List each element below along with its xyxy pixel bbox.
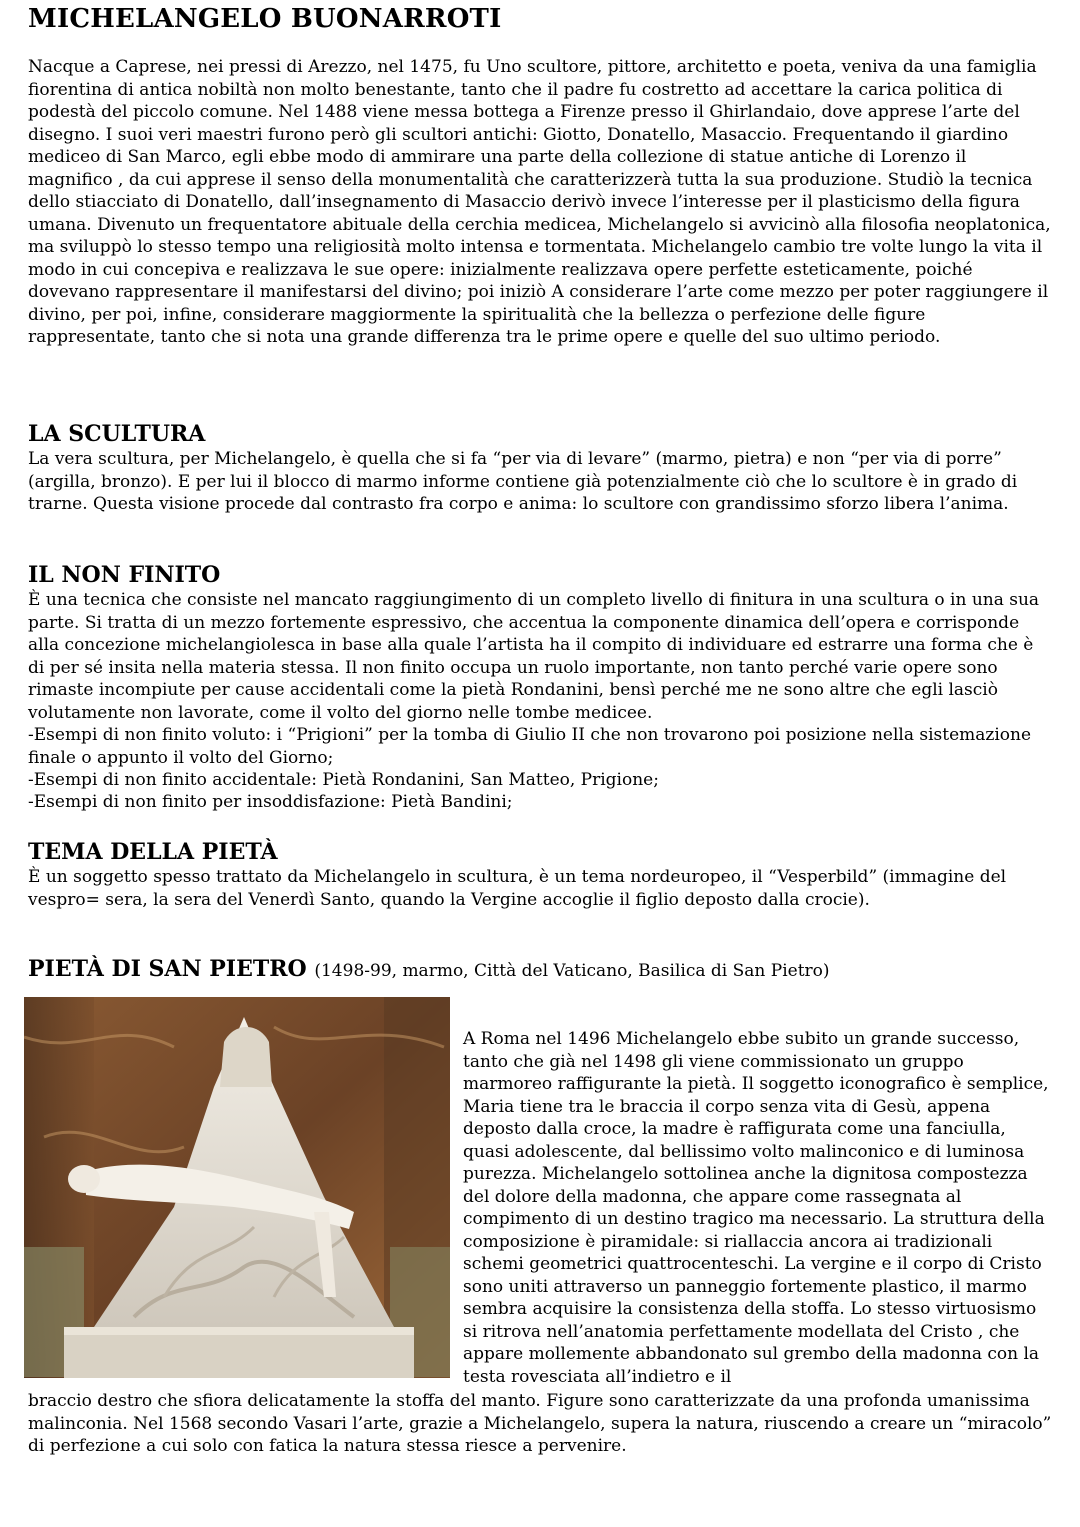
section-heading-non-finito: IL NON FINITO — [28, 562, 221, 588]
tema-pieta-paragraph: È un soggetto spesso trattato da Michelangelo in scultura, è un tema nordeuropeo, il “Vesperbild” (immagine del vespro= sera, la sera del Venerdì Santo, quando la Vergine accoglie il figlio deposto dalla crocie). — [28, 867, 1007, 910]
section-heading-tema-pieta: TEMA DELLA PIETÀ — [28, 839, 278, 865]
non-finito-example-3: -Esempi di non finito per insoddisfazione: Pietà Bandini; — [28, 792, 513, 812]
section-heading-pieta-san-pietro — [28, 956, 830, 984]
non-finito-example-1: -Esempi di non finito voluto: i “Prigioni” per la tomba di Giulio II che non trovarono poi posizione nella sistemazione finale o appunto il volto del Giorno; — [28, 725, 1032, 768]
intro-paragraph: Nacque a Caprese, nei pressi di Arezzo, nel 1475, fu Uno scultore, pittore, architetto e poeta, veniva da una famiglia fiorentina di antica nobiltà non molto benestante, tanto che il padre fu costretto ad accettare la carica politica di podestà del piccolo comune. Nel 1488 viene messa bottega a Firenze presso il Ghirlandaio, dove apprese l’arte del disegno. I suoi veri maestri furono però gli scultori antichi: Giotto, Donatello, Masaccio. Frequentando il giardino mediceo di San Marco, egli ebbe modo di ammirare una parte della collezione di statue antiche di Lorenzo il magnifico , da cui apprese il senso della monumentalità che caratterizzerà tutta la sua produzione. Studiò la tecnica dello stiacciato di Donatello, dall’insegnamento di Masaccio derivò invece l’interesse per il plasticismo della figura umana. Divenuto un frequentatore abituale della cerchia medicea, Michelangelo si avvicinò alla filosofia neoplatonica, ma sviluppò lo stesso tempo una religiosità molto intensa e tormentata. Michelangelo cambio tre volte lungo la vita il modo in cui concepiva e realizzava le sue opere: inizialmente realizzava opere perfette esteticamente, poiché dovevano rappresentare il manifestarsi del divino; poi iniziò A considerare l’arte come mezzo per poter raggiungere il divino, per poi, infine, considerare maggiormente la spiritualità che la bellezza o perfezione delle figure rappresentate, tanto che si nota una grande differenza tra le prime opere e quelle del suo ultimo periodo. — [28, 57, 1051, 347]
scultura-paragraph: La vera scultura, per Michelangelo, è quella che si fa “per via di levare” (marmo, pietra) e non “per via di porre” (argilla, bronzo). E per lui il blocco di marmo informe contiene già potenzialmente ciò che lo scultore è in grado di trarne. Questa visione procede dal contrasto fra corpo e anima: lo scultore con grandissimo sforzo libera l’anima. — [28, 449, 1018, 514]
pieta-photo — [24, 997, 450, 1378]
non-finito-example-2: -Esempi di non finito accidentale: Pietà Rondanini, San Matteo, Prigione; — [28, 770, 659, 790]
section-heading-scultura: LA SCULTURA — [28, 421, 206, 447]
pieta-subtitle: (1498-99, marmo, Città del Vaticano, Basilica di San Pietro) — [314, 961, 830, 981]
pieta-description: A Roma nel 1496 Michelangelo ebbe subito un grande successo, tanto che già nel 1498 gli viene commissionato un gruppo marmoreo raffigurante la pietà. Il soggetto iconografico è semplice, Maria tiene tra le braccia il corpo senza vita di Gesù, appena deposto dalla croce, la madre è raffigurata come una fanciulla, quasi adolescente, dal bellissimo volto malinconico e di luminosa purezza. Michelangelo sottolinea anche la dignitosa compostezza del dolore della madonna, che appare come rassegnata al compimento di un destino tragico ma necessario. La struttura della composizione è piramidale: si riallaccia ancora ai tradizionali schemi geometrici quattrocenteschi. La vergine e il corpo di Cristo sono uniti attraverso un panneggio fortemente plastico, il marmo sembra acquisire la consistenza della stoffa. Lo stesso virtuosismo si ritrova nell’anatomia perfettamente modellata del Cristo , che appare mollemente abbandonato sul grembo della madonna con la testa rovesciata all’indietro e il — [463, 1029, 1049, 1387]
pieta-title: PIETÀ DI SAN PIETRO — [28, 956, 307, 982]
page-title: MICHELANGELO BUONARROTI — [28, 4, 502, 34]
non-finito-paragraph: È una tecnica che consiste nel mancato raggiungimento di un completo livello di finitura in una scultura o in una sua parte. Si tratta di un mezzo fortemente espressivo, che accentua la componente dinamica dell’opera e corrisponde alla concezione michelangiolesca in base alla quale l’artista ha il compito di individuare ed estrarre una forma che è di per sé insita nella materia stessa. Il non finito occupa un ruolo importante, non tanto perché varie opere sono rimaste incompiute per cause accidentali come la pietà Rondanini, bensì perché me ne sono altre che egli lasciò volutamente non lavorate, come il volto del giorno nelle tombe medicee. — [28, 590, 1040, 723]
pieta-description-continued: braccio destro che sfiora delicatamente la stoffa del manto. Figure sono caratterizzate da una profonda umanissima malinconia. Nel 1568 secondo Vasari l’arte, grazie a Michelangelo, supera la natura, riuscendo a creare un “miracolo” di perfezione a cui solo con fatica la natura stessa riesce a pervenire. — [28, 1391, 1052, 1456]
